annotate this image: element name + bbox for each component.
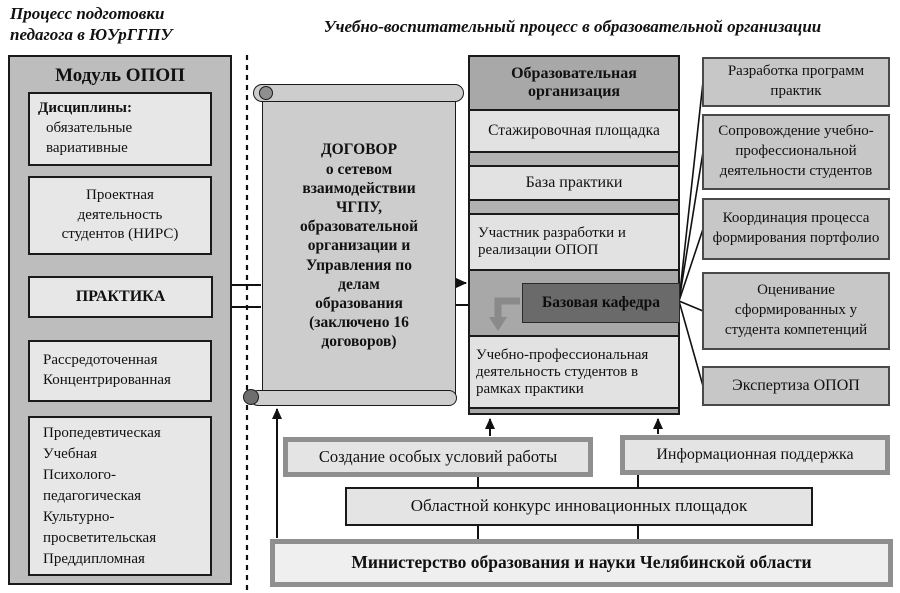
contract-line: о сетевом bbox=[325, 160, 393, 178]
practice-forms-box bbox=[28, 340, 212, 402]
header-left-line2: педагога в ЮУрГГПУ bbox=[10, 25, 173, 45]
student-activity-band: Учебно-профессиональная деятельность студентов в рамках практики bbox=[470, 337, 678, 409]
disciplines-box bbox=[28, 92, 212, 166]
internship-site-band: Стажировочная площадка bbox=[470, 111, 678, 153]
practice-kinds-box bbox=[28, 416, 212, 576]
practice-box: ПРАКТИКА bbox=[28, 276, 213, 318]
function-box-opop-expertise: Экспертиза ОПОП bbox=[702, 366, 890, 406]
header-left-line1: Процесс подготовки bbox=[10, 4, 165, 23]
function-fan-lines bbox=[679, 82, 703, 386]
base-department-band bbox=[470, 271, 678, 337]
contract-scroll-bottom-roll bbox=[250, 390, 457, 406]
practice-kind-line: просветительская bbox=[43, 529, 157, 546]
practice-kind-line: Преддипломная bbox=[43, 550, 145, 567]
header-right: Учебно-воспитательный процесс в образовательной организации bbox=[323, 17, 822, 36]
practice-kind-line: Культурно- bbox=[43, 508, 115, 525]
project-activity-box: Проектная деятельность студентов (НИРС) bbox=[28, 176, 212, 255]
contract-scroll-top-curl bbox=[259, 86, 273, 100]
practice-kind-line: Пропедевтическая bbox=[43, 424, 161, 441]
function-box-competence-assessment: Оценивание сформированных у студента компетенций bbox=[702, 272, 890, 350]
organization-title-band: Образовательная организация bbox=[470, 57, 678, 111]
disciplines-title: Дисциплины: bbox=[38, 100, 132, 117]
base-department-box: Базовая кафедра bbox=[522, 283, 680, 323]
practice-base-band: База практики bbox=[470, 167, 678, 201]
practice-kind-line: педагогическая bbox=[43, 487, 142, 504]
contract-line: ДОГОВОР bbox=[320, 141, 398, 159]
contest-box: Областной конкурс инновационных площадок bbox=[345, 487, 813, 526]
ministry-box: Министерство образования и науки Челябинской области bbox=[270, 539, 893, 587]
disciplines-line: обязательные bbox=[46, 120, 133, 137]
practice-form-line: Рассредоточенная bbox=[43, 352, 158, 369]
contract-line: (заключено 16 bbox=[309, 314, 409, 332]
separator-band bbox=[470, 153, 678, 167]
contract-line: договоров) bbox=[321, 333, 397, 351]
function-box-portfolio-coordination: Координация процесса формирования портфолио bbox=[702, 198, 890, 260]
contract-line: ЧГПУ, bbox=[335, 198, 382, 216]
contract-text bbox=[262, 104, 456, 388]
contract-line: Управления по bbox=[306, 256, 412, 274]
module-opop-title: Модуль ОПОП bbox=[55, 65, 185, 86]
organization-stack bbox=[468, 55, 680, 415]
bottom-band bbox=[470, 409, 678, 413]
practice-kind-line: Психолого- bbox=[43, 466, 117, 483]
header-left bbox=[10, 3, 230, 46]
practice-kind-line: Учебная bbox=[43, 445, 98, 462]
contract-scroll-top-roll bbox=[253, 84, 464, 102]
contract-scroll-bottom-curl bbox=[243, 389, 259, 405]
contract-line: образования bbox=[315, 295, 403, 313]
opop-participant-band: Участник разработки и реализации ОПОП bbox=[470, 215, 678, 271]
contract-line: делам bbox=[338, 275, 380, 293]
contract-line: организации и bbox=[307, 237, 411, 255]
function-box-program-development: Разработка программ практик bbox=[702, 57, 890, 107]
contract-line: образовательной bbox=[299, 218, 419, 236]
separator-band bbox=[470, 201, 678, 215]
special-conditions-box: Создание особых условий работы bbox=[283, 437, 593, 477]
practice-form-line: Концентрированная bbox=[43, 372, 171, 388]
contract-line: взаимодействии bbox=[302, 179, 416, 197]
info-support-box: Информационная поддержка bbox=[620, 435, 890, 475]
disciplines-line: вариативные bbox=[46, 139, 128, 156]
function-box-support: Сопровождение учебно-профессиональной деятельности студентов bbox=[702, 114, 890, 190]
